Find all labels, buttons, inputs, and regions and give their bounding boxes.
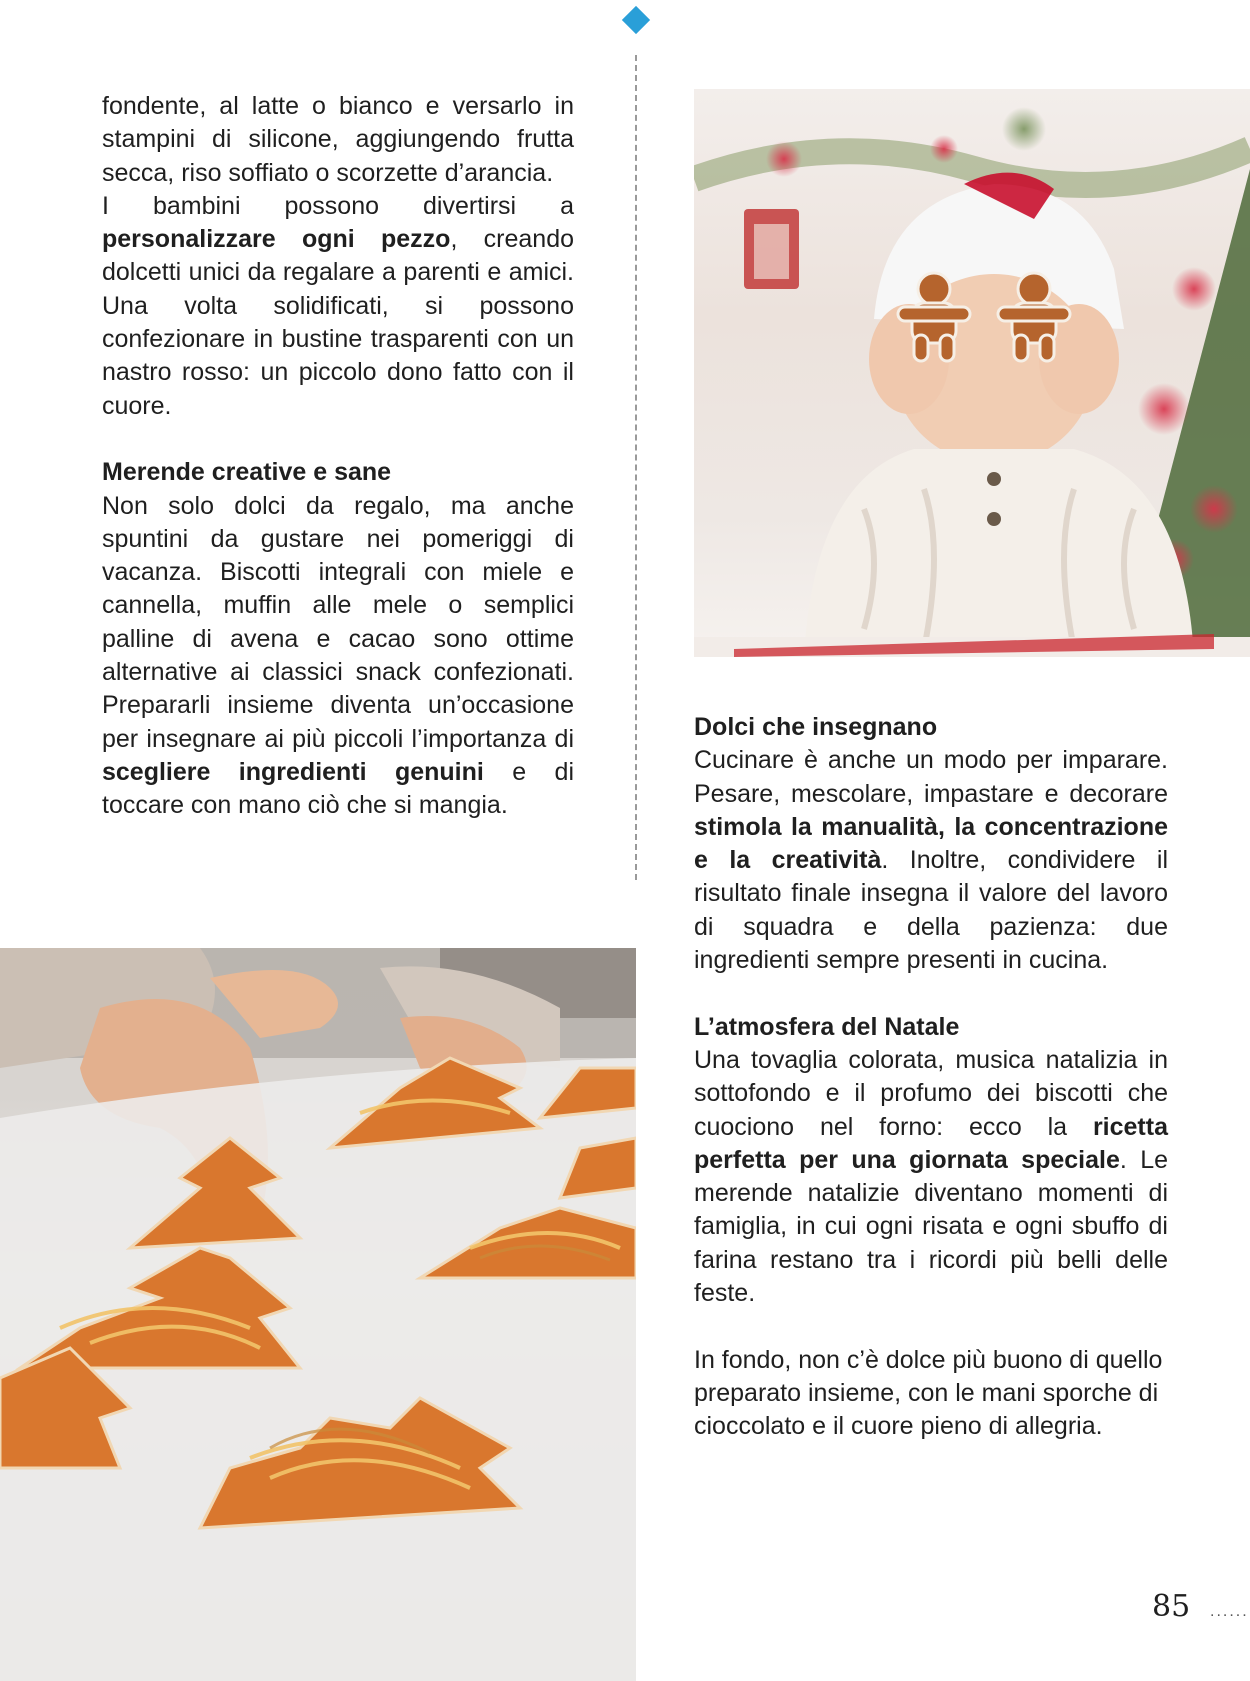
paragraph-dolci (694, 744, 1168, 977)
paragraph-chocolate: fondente, al latte o bianco e versarlo in stampini di silicone, aggiungendo frutta secca, riso soffiato o scorzette d’arancia. (102, 92, 574, 187)
text-run: e di toccare con mano ciò che si mangia. (102, 757, 574, 820)
heading-merende: Merende creative e sane (102, 458, 392, 487)
column-divider (635, 55, 637, 880)
page-number-dots: ...... (1210, 1603, 1249, 1620)
paragraph-atmosfera (694, 1044, 1168, 1310)
text-run: Non solo dolci da regalo, ma anche spuntini da gustare nei pomeriggi di vacanza. Biscotti integrali con miele e cannella, muffin alle mele o semplici palline di avena e cacao sono ottime alternative ai classici snack confezionati. Prepararli insieme diventa un’occasione per insegnare ai più piccoli l’importanza di (102, 491, 574, 753)
photo-child-gingerbread (694, 89, 1250, 657)
right-column (694, 711, 1168, 1444)
text-run: , creando dolcetti unici da regalare a parenti e amici. Una volta solidificati, si possono confezionare in bustine trasparenti con un nastro rosso: un piccolo dono fatto con il cuore. (102, 225, 574, 420)
bold-phrase: ricetta perfetta per una giornata speciale (694, 1112, 1168, 1174)
photo-kids-cooking (0, 948, 636, 1681)
text-run: . Le merende natalizie diventano momenti di famiglia, in cui ogni risata e ogni sbuffo di farina restano tra i ricordi più belli delle feste. (694, 1145, 1169, 1308)
page-number: 85 (1152, 1589, 1191, 1624)
text-run: . Inoltre, condividere il risultato finale insegna il valore del lavoro di squadra e della pazienza: due ingredienti sempre presenti in cucina. (694, 846, 1168, 975)
text-run: Cucinare è anche un modo per imparare. Pesare, mescolare, impastare e decorare (694, 746, 1168, 808)
paragraph-merende (102, 490, 574, 823)
bold-phrase: stimola la manualità, la concentrazione e la creatività (694, 812, 1168, 875)
diamond-ornament-icon (622, 6, 650, 34)
paragraph-personalize (102, 190, 574, 423)
text-run: I bambini possono divertirsi a (102, 191, 574, 220)
heading-atmosfera: L’atmosfera del Natale (694, 1012, 960, 1041)
bold-phrase: scegliere ingredienti genuini (102, 757, 484, 786)
heading-dolci: Dolci che insegnano (694, 713, 938, 741)
text-run: Una tovaglia colorata, musica natalizia in sottofondo e il profumo dei biscotti che cuociono nel forno: ecco la (694, 1045, 1168, 1141)
left-column (102, 90, 574, 823)
paragraph-conclusion: In fondo, non c’è dolce più buono di quello preparato insieme, con le mani sporche di cioccolato e il cuore pieno di allegria. (694, 1345, 1163, 1441)
bold-phrase: personalizzare ogni pezzo (102, 225, 451, 254)
